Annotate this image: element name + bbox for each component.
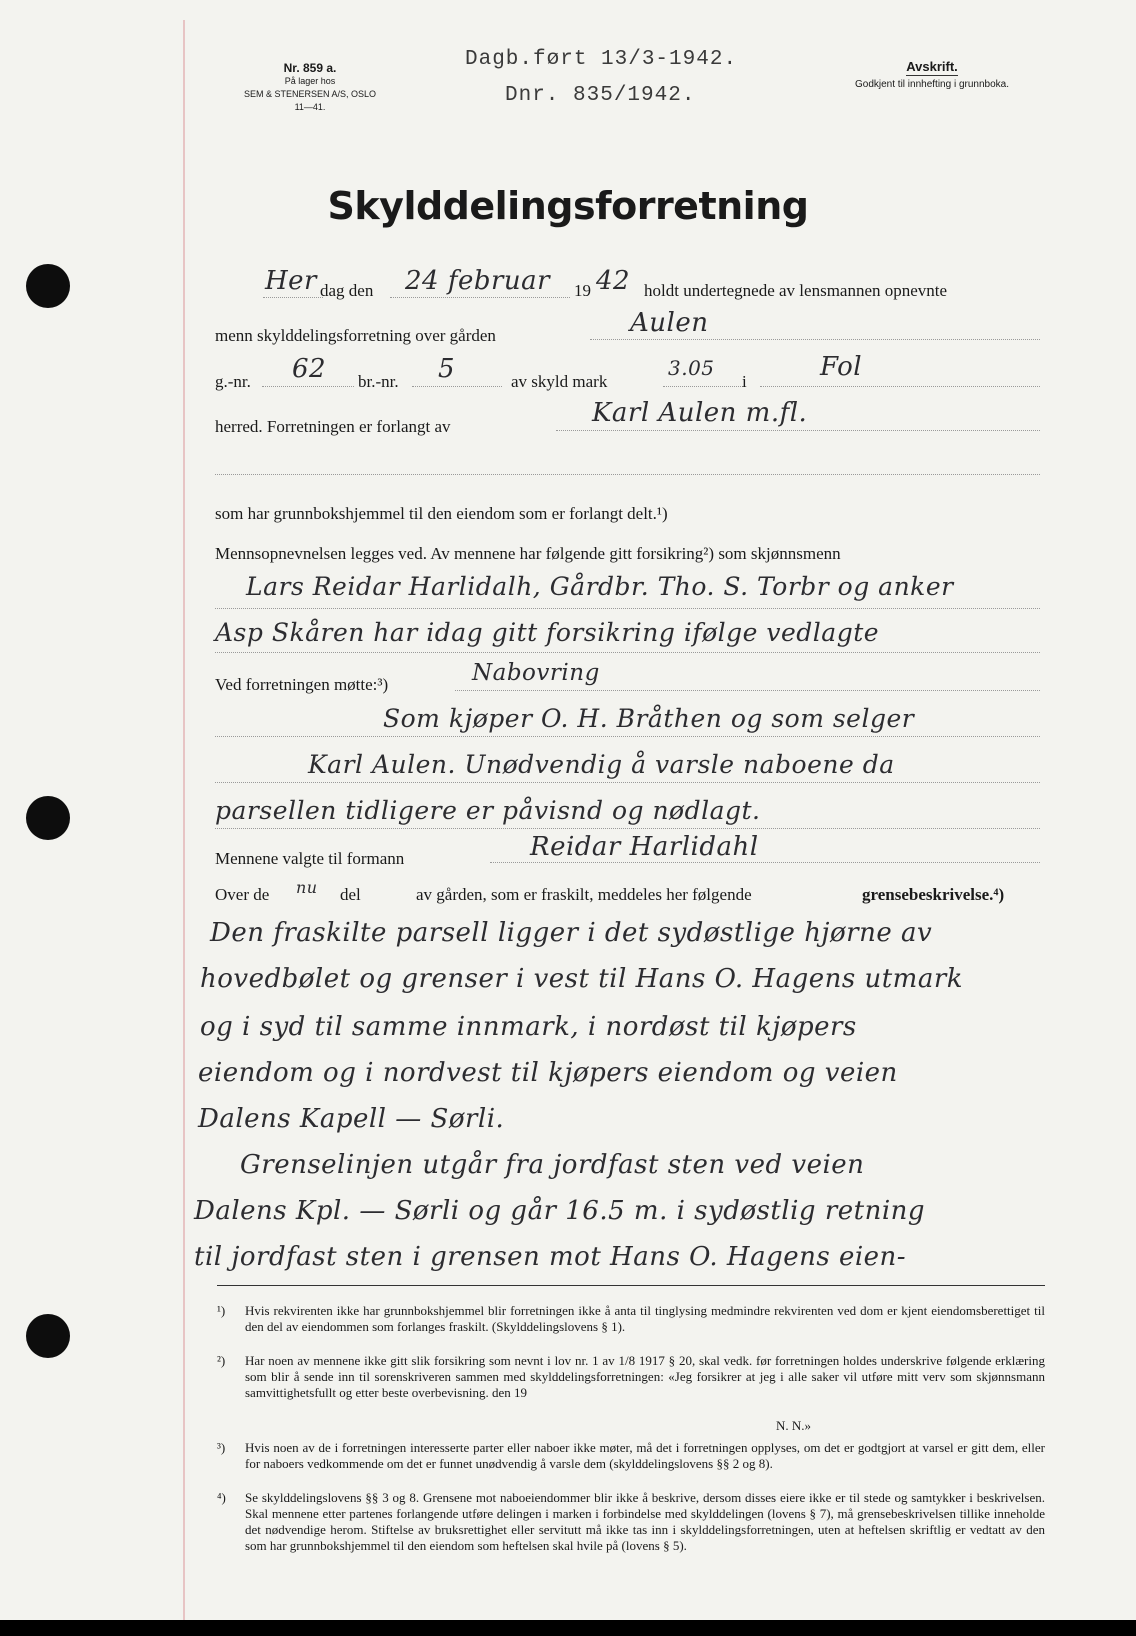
handwritten-grense-1: Den fraskilte parsell ligger i det sydøstlige hjørne av <box>210 918 933 948</box>
handwritten-year: 42 <box>596 266 631 296</box>
label-over-de: Over de <box>215 885 270 904</box>
handwritten-motte-1: Nabovring <box>472 660 600 686</box>
punch-hole <box>26 1314 70 1358</box>
footnote-number: ¹) <box>217 1303 226 1318</box>
printer-line: 11—41. <box>294 102 326 112</box>
footnote-number: ³) <box>217 1440 226 1455</box>
printer-line: SEM & STENERSEN A/S, OSLO <box>243 89 377 99</box>
label-dag-den: dag den <box>320 281 374 300</box>
footnote-text: Se skylddelingslovens §§ 3 og 8. Grensene mot naboeiendommer blir ikke å beskrive, dersom disses eiere ikke er til stede og samtykker i beskrivelsen. Skal mennene etter partenes forlangende utføre delingen i marken i forbindelse med skylddelingen (lovens § 7), må grensebeskrivelsen tillike inneholde det nødvendige herom. Stiftelse av bruksrettighet eller servitutt må ikke tas inn i skylddelingsforretningen, uten at heftelsen skriftlig er vedtatt av den som har grunnbokshjemmel til den eiendom som heftelsen skal hvile på (lovens § 5). <box>245 1490 1045 1553</box>
handwritten-skjonnsmenn-1: Lars Reidar Harlidalh, Gårdbr. Tho. S. Torbr og anker <box>246 572 954 601</box>
label-skyld: av skyld mark <box>511 372 608 391</box>
handwritten-grense-8: til jordfast sten i grensen mot Hans O. Hagens eien- <box>194 1242 907 1272</box>
label-year-prefix: 19 <box>574 281 591 300</box>
handwritten-skyld: 3.05 <box>668 356 715 380</box>
footnote-number: ²) <box>217 1353 226 1368</box>
footnote-number: ⁴) <box>217 1490 226 1505</box>
punch-hole <box>26 796 70 840</box>
handwritten-grense-3: og i syd til samme innmark, i nordøst til kjøpers <box>200 1012 857 1042</box>
handwritten-motte-4: parsellen tidligere er påvisnd og nødlagt. <box>215 796 761 825</box>
footnote-4 <box>217 1490 1045 1554</box>
label-mennsopnevnelsen: Mennsopnevnelsen legges ved. Av mennene har følgende gitt forsikring²) som skjønnsmenn <box>215 544 841 563</box>
footnote-3 <box>217 1440 1045 1472</box>
handwritten-grense-6: Grenselinjen utgår fra jordfast sten ved veien <box>240 1150 865 1180</box>
label-brnr: br.-nr. <box>358 372 399 391</box>
handwritten-overde: nu <box>296 878 318 897</box>
label-motte: Ved forretningen møtte:³) <box>215 675 389 694</box>
footnote-2 <box>217 1353 1045 1401</box>
footnote-text: Hvis noen av de i forretningen interesserte parter eller naboer ikke møter, må det i forretningen opplyses, om det er godtgjort at varsel er gitt dem, eller for naboers vedkommende om det er funnet unødvendig å varsle dem (skylddelingslovens §§ 2 og 8). <box>245 1440 1045 1471</box>
printer-info <box>205 62 415 114</box>
footnote-divider <box>217 1285 1045 1286</box>
handwritten-skjonnsmenn-2: Asp Skåren har idag gitt forsikring ifølge vedlagte <box>215 618 880 647</box>
label-menn: menn skylddelingsforretning over gården <box>215 326 496 345</box>
document-title: Skylddelingsforretning <box>327 184 809 228</box>
label-i: i <box>742 372 747 391</box>
avskrift-subtitle: Godkjent til innhefting i grunnboka. <box>855 79 1009 90</box>
footnote-1 <box>217 1303 1045 1335</box>
registration-stamp-line2: Dnr. 835/1942. <box>505 84 696 107</box>
punch-hole <box>26 264 70 308</box>
handwritten-motte-2: Som kjøper O. H. Bråthen og som selger <box>383 704 915 733</box>
handwritten-grense-2: hovedbølet og grenser i vest til Hans O. Hagens utmark <box>200 964 964 994</box>
handwritten-requester: Karl Aulen m.fl. <box>592 398 808 428</box>
handwritten-farm: Aulen <box>630 308 709 338</box>
avskrift-stamp <box>812 58 1052 90</box>
handwritten-date: 24 februar <box>405 266 551 296</box>
handwritten-herred: Fol <box>820 352 863 382</box>
label-grensebeskrivelse: grensebeskrivelse.⁴) <box>862 885 1005 904</box>
label-held: holdt undertegnede av lensmannen opnevnte <box>644 281 948 300</box>
footnote-signature: N. N.» <box>776 1418 812 1433</box>
footnote-text: Har noen av mennene ikke gitt slik forsikring som nevnt i lov nr. 1 av 1/8 1917 § 20, skal vedk. før forretningen holdes underskrive følgende erklæring som blir å sende inn til sorenskriveren sammen med skylddelingsforretningen: «Jeg forsikrer at jeg i alle saker vil utføre mitt verv som skjønnsmann samvittighetsfullt og etter beste overbevisning. den 19 <box>245 1353 1045 1400</box>
margin-line <box>183 20 185 1620</box>
handwritten-grense-7: Dalens Kpl. — Sørli og går 16.5 m. i sydøstlig retning <box>194 1196 926 1226</box>
footnote-text: Hvis rekvirenten ikke har grunnbokshjemmel blir forretningen ikke å anta til tinglysing medmindre rekvirenten ved dom er kjent eiendomsberettiget til den del av eiendommen som forlanges fraskilt. (Skylddelingslovens § 1). <box>245 1303 1045 1334</box>
avskrift-title: Avskrift. <box>906 59 958 74</box>
handwritten-formann: Reidar Harlidahl <box>530 832 759 862</box>
label-herred: herred. Forretningen er forlangt av <box>215 417 451 436</box>
registration-stamp-line1: Dagb.ført 13/3-1942. <box>465 48 738 71</box>
handwritten-motte-3: Karl Aulen. Unødvendig å varsle naboene da <box>308 750 895 779</box>
label-formann: Mennene valgte til formann <box>215 849 405 868</box>
handwritten-grense-4: eiendom og i nordvest til kjøpers eiendom og veien <box>198 1058 898 1088</box>
form-number: Nr. 859 a. <box>283 61 337 75</box>
label-del: del <box>340 885 361 904</box>
label-av-garden: av gården, som er fraskilt, meddeles her følgende <box>416 885 752 904</box>
label-hjemmel: som har grunnbokshjemmel til den eiendom som er forlangt delt.¹) <box>215 504 668 523</box>
handwritten-grense-5: Dalens Kapell — Sørli. <box>198 1104 505 1134</box>
handwritten-place: Her <box>265 266 317 296</box>
printer-line: På lager hos <box>284 76 336 86</box>
label-gnr: g.-nr. <box>215 372 251 391</box>
handwritten-gnr: 62 <box>292 354 327 384</box>
handwritten-brnr: 5 <box>438 354 456 384</box>
